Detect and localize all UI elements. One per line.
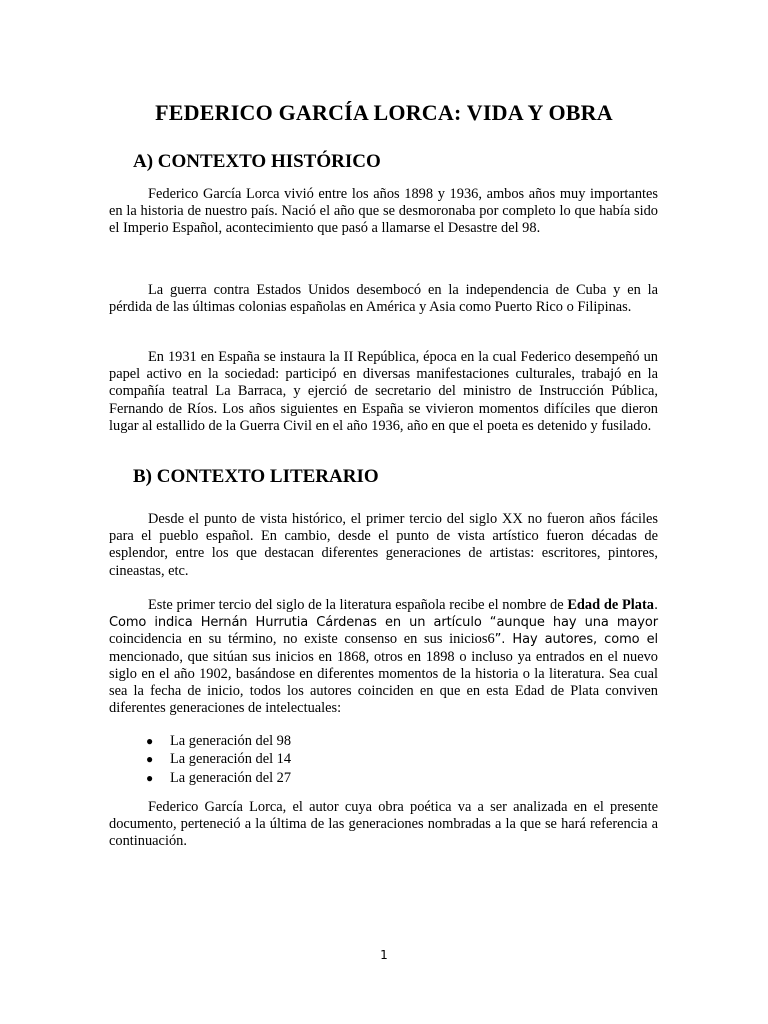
section-heading-contexto-historico: A) CONTEXTO HISTÓRICO <box>133 151 381 172</box>
generations-list <box>109 732 291 787</box>
bold-term-edad-de-plata: Edad de Plata <box>567 597 654 613</box>
paragraph-literario-2 <box>109 597 658 717</box>
section-heading-contexto-literario: B) CONTEXTO LITERARIO <box>133 466 379 487</box>
paragraph-historico-2: La guerra contra Estados Unidos desembocó en la independencia de Cuba y en la pérdida de las últimas colonias españolas en América y Asia como Puerto Rico o Filipinas. <box>109 282 658 316</box>
list-item <box>109 750 291 768</box>
paragraph-historico-1: Federico García Lorca vivió entre los años 1898 y 1936, ambos años muy importantes en la historia de nuestro país. Nació el año que se desmoronaba por completo lo que había sido el Imperio Español, acontecimiento que pasó a llamarse el Desastre del 98. <box>109 186 658 237</box>
document-title: FEDERICO GARCÍA LORCA: VIDA Y OBRA <box>155 100 613 125</box>
paragraph-literario-1: Desde el punto de vista histórico, el primer tercio del siglo XX no fueron años fáciles para el pueblo español. En cambio, desde el punto de vista artístico fueron décadas de esplendor, entre los que destacan diferentes generaciones de artistas: escritores, pintores, cineastas, etc. <box>109 511 658 579</box>
quoted-reference-text: . Como indica Hernán Hurrutia Cárdenas en un artículo “aunque hay una mayor <box>109 598 659 631</box>
paragraph-text: mencionado, que sitúan sus inicios en 1868, otros en 1898 o incluso ya entrados en el nuevo siglo en el año 1902, basándose en diferentes momentos de la historia o la literatura. Sea cual sea la fecha de inicio, todos los autores coinciden en que en esta Edad de Plata conviven diferentes generaciones de intelectuales: <box>109 648 658 717</box>
paragraph-historico-3: En 1931 en España se instaura la II República, época en la cual Federico desempeñó un papel activo en la sociedad: participó en diversas manifestaciones culturales, trabajó en la compañía teatral La Barraca, y ejerció de secretario del ministro de Instrucción Pública, Fernando de Ríos. Los años siguientes en España se vivieron momentos difíciles que dieron lugar al estallido de la Guerra Civil en el año 1936, año en que el poeta es detenido y fusilado. <box>109 349 658 434</box>
list-item-label: La generación del 27 <box>170 769 292 786</box>
page-number: 1 <box>380 948 388 962</box>
list-item <box>109 769 291 787</box>
list-item <box>109 732 291 750</box>
quote-close-text: ”. Hay autores, como el <box>494 632 658 648</box>
list-item-label: La generación del 98 <box>170 733 292 749</box>
bullet-icon: ● <box>146 752 154 767</box>
quoted-text: coincidencia en su término, no existe consenso en sus inicios6 <box>109 631 495 648</box>
bullet-icon: ● <box>146 770 154 785</box>
bullet-icon: ● <box>146 734 154 748</box>
paragraph-literario-3: Federico García Lorca, el autor cuya obra poética va a ser analizada en el presente documento, perteneció a la última de las generaciones nombradas a la que se hará referencia a continuación. <box>109 799 658 850</box>
list-item-label: La generación del 14 <box>170 751 292 768</box>
paragraph-text: Este primer tercio del siglo de la literatura española recibe el nombre de <box>148 597 568 613</box>
